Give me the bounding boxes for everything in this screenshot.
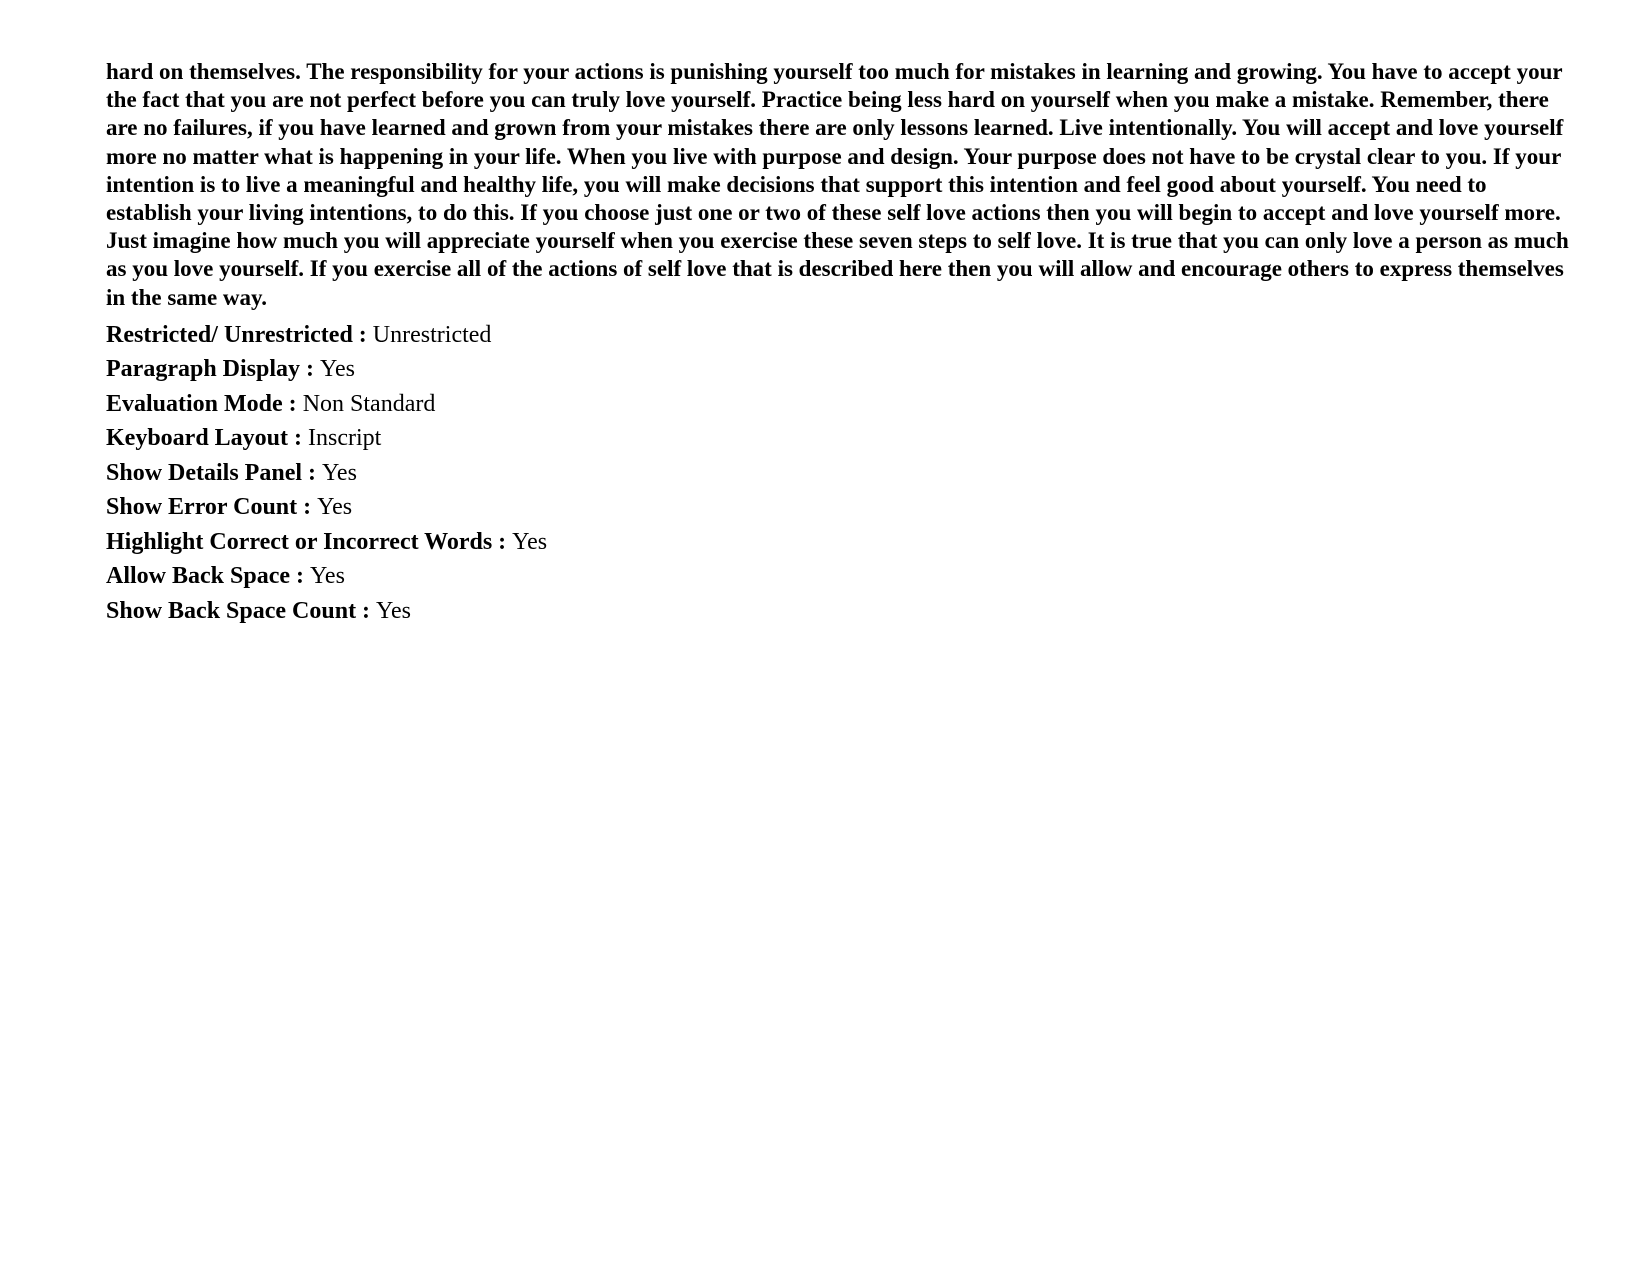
setting-value: Yes bbox=[320, 356, 355, 383]
setting-value: Inscript bbox=[308, 425, 382, 452]
setting-show-back-space-count bbox=[106, 594, 1576, 629]
document-page bbox=[106, 58, 1576, 628]
setting-value: Non Standard bbox=[302, 390, 436, 417]
passage-text: hard on themselves. The responsibility for your actions is punishing yourself too much for mistakes in learning and growing. You have to accept your the fact that you are not perfect before you can truly love yourself. Practice being less hard on yourself when you make a mistake. Remember, there are no failures, if you have learned and grown from your mistakes there are only lessons learned. Live intentionally. You will accept and love yourself more no matter what is happening in your life. When you live with purpose and design. Your purpose does not have to be crystal clear to you. If your intention is to live a meaningful and healthy life, you will make decisions that support this intention and feel good about yourself. You need to establish your living intentions, to do this. If you choose just one or two of these self love actions then you will begin to accept and love yourself more. Just imagine how much you will appreciate yourself when you exercise these seven steps to self love. It is true that you can only love a person as much as you love yourself. If you exercise all of the actions of self love that is described here then you will allow and encourage others to express themselves in the same way. bbox=[106, 59, 1569, 310]
setting-label: Paragraph Display : bbox=[106, 356, 321, 383]
setting-value: Yes bbox=[322, 459, 357, 486]
setting-label: Show Error Count : bbox=[106, 494, 318, 521]
setting-allow-back-space bbox=[106, 559, 1576, 594]
setting-label: Keyboard Layout : bbox=[106, 425, 309, 452]
setting-label: Evaluation Mode : bbox=[106, 390, 303, 417]
setting-paragraph-display bbox=[106, 352, 1576, 387]
setting-value: Yes bbox=[317, 494, 353, 521]
setting-label: Show Back Space Count : bbox=[106, 597, 377, 624]
settings-list bbox=[106, 318, 1576, 629]
setting-evaluation-mode bbox=[106, 387, 1576, 422]
setting-value: Yes bbox=[512, 528, 548, 555]
setting-label: Allow Back Space : bbox=[106, 563, 310, 590]
setting-keyboard-layout bbox=[106, 421, 1576, 456]
setting-show-details-panel bbox=[106, 456, 1576, 491]
setting-label: Show Details Panel : bbox=[106, 459, 322, 486]
setting-label: Restricted/ Unrestricted : bbox=[106, 321, 373, 348]
setting-label: Highlight Correct or Incorrect Words : bbox=[106, 528, 513, 555]
setting-value: Yes bbox=[376, 597, 411, 624]
setting-highlight-words bbox=[106, 525, 1576, 560]
setting-value: Yes bbox=[310, 563, 345, 590]
setting-show-error-count bbox=[106, 490, 1576, 525]
setting-value: Unrestricted bbox=[372, 321, 492, 348]
setting-restricted bbox=[106, 318, 1576, 353]
